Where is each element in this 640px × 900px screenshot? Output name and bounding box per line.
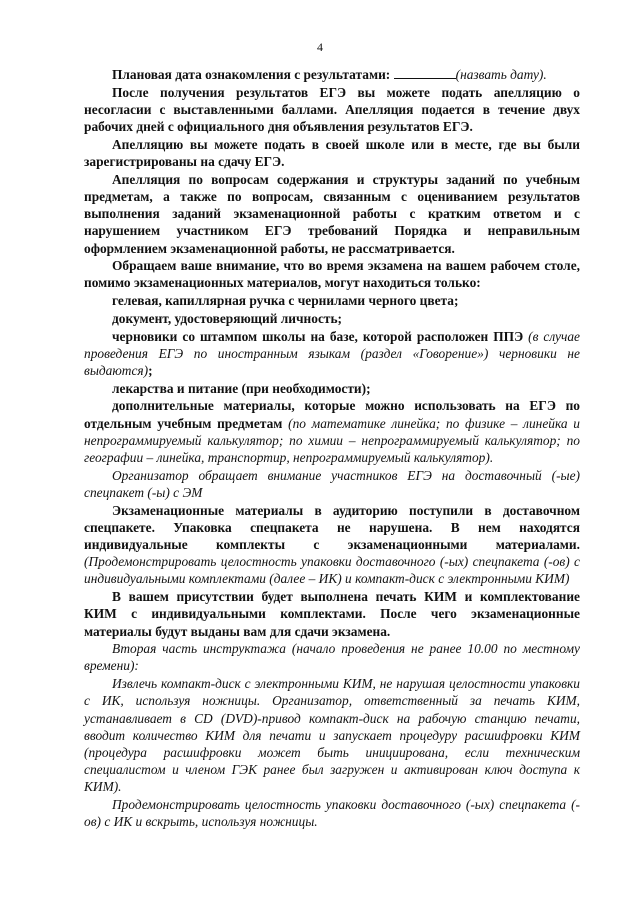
list-item-document: документ, удостоверяющий личность; (112, 310, 343, 326)
list-item-medicine: лекарства и питание (при необходимости); (112, 380, 371, 396)
list-item-additional-materials (84, 397, 580, 466)
additional-materials-note: (по математике линейка; по физике – линейка и непрограммируемый калькулятор; по химии – непрограммируемый калькулятор; по географии – линейка, транспортир, непрограммируемый калькулятор). (84, 415, 580, 465)
appeal-not-considered-paragraph: Апелляция по вопросам содержания и структуры заданий по учебным предметам, а также по вопросам, связанным с оцениванием результатов выполнения заданий экзаменационной работы с кратким ответом и с нарушением участником ЕГЭ требований Порядка и неправильным оформлением экзаменационной работы, не рассматривается. (84, 171, 580, 256)
list-item-pen: гелевая, капиллярная ручка с чернилами черного цвета; (112, 293, 459, 309)
demonstrate-integrity-paragraph: Продемонстрировать целостность упаковки доставочного (-ых) спецпакета (-ов) с ИК и вскрыть, используя ножницы. (84, 797, 580, 830)
exam-materials-text: Экзаменационные материалы в аудиторию поступили в доставочном спецпакете. Упаковка спецпакета не нарушена. В нем находятся индивидуальные комплекты с экзаменационными материалами. (84, 502, 580, 552)
drafts-tail: ; (148, 362, 153, 378)
results-date-label: Плановая дата ознакомления с результатами: (112, 67, 391, 82)
results-date-hint: (назвать дату). (455, 67, 547, 82)
second-part-paragraph: Вторая часть инструктажа (начало проведения не ранее 10.00 по местному времени): (84, 641, 580, 674)
drafts-text: черновики со штампом школы на базе, которой расположен ППЭ (112, 328, 524, 344)
results-date-paragraph (84, 66, 580, 83)
organizer-note: Организатор обращает внимание участников ЕГЭ на доставочный (-ые) спецпакет (-ы) с ЭМ (84, 467, 580, 500)
list-item-drafts (84, 328, 580, 380)
exam-materials-note: (Продемонстрировать целостность упаковки доставочного (-ых) спецпакета (-ов) с индивидуальными комплектами (далее – ИК) и компакт-диск с электронными КИМ) (84, 554, 580, 587)
document-body (84, 66, 580, 831)
drafts-note: (в случае проведения ЕГЭ по иностранным языкам (раздел «Говорение») черновики не выдаются) (84, 328, 580, 378)
appeal-paragraph: После получения результатов ЕГЭ вы можете подать апелляцию о несогласии с выставленными баллами. Апелляция подается в течение двух рабочих дней с официального дня объявления результатов ЕГЭ. (84, 84, 580, 135)
additional-materials-text: дополнительные материалы, которые можно использовать на ЕГЭ по отдельным учебным предметам (84, 398, 580, 431)
desk-items-intro: Обращаем ваше внимание, что во время экзамена на вашем рабочем столе, помимо экзаменационных материалов, могут находиться только: (84, 258, 580, 291)
extract-disc-paragraph: Извлечь компакт-диск с электронными КИМ, не нарушая целостности упаковки с ИК, используя ножницы. Организатор, ответственный за печать КИМ, устанавливает в CD (DVD)-привод компакт-диск на рабочую станцию печати, вводит количество КИМ для печати и запускает процедуру расшифровки КИМ (процедура расшифровки может быть инициирована, если техническим специалистом и членом ГЭК ранее был загружен и активирован ключ доступа к КИМ). (84, 676, 580, 795)
appeal-place-paragraph: Апелляцию вы можете подать в своей школе или в месте, где вы были зарегистрированы на сдачу ЕГЭ. (84, 136, 580, 170)
page-number: 4 (317, 40, 323, 54)
printing-paragraph: В вашем присутствии будет выполнена печать КИМ и комплектование КИМ с индивидуальными комплектами. После чего экзаменационные материалы будут выданы вам для сдачи экзамена. (84, 589, 580, 639)
exam-materials-paragraph (84, 502, 580, 588)
date-blank-line (394, 67, 456, 79)
